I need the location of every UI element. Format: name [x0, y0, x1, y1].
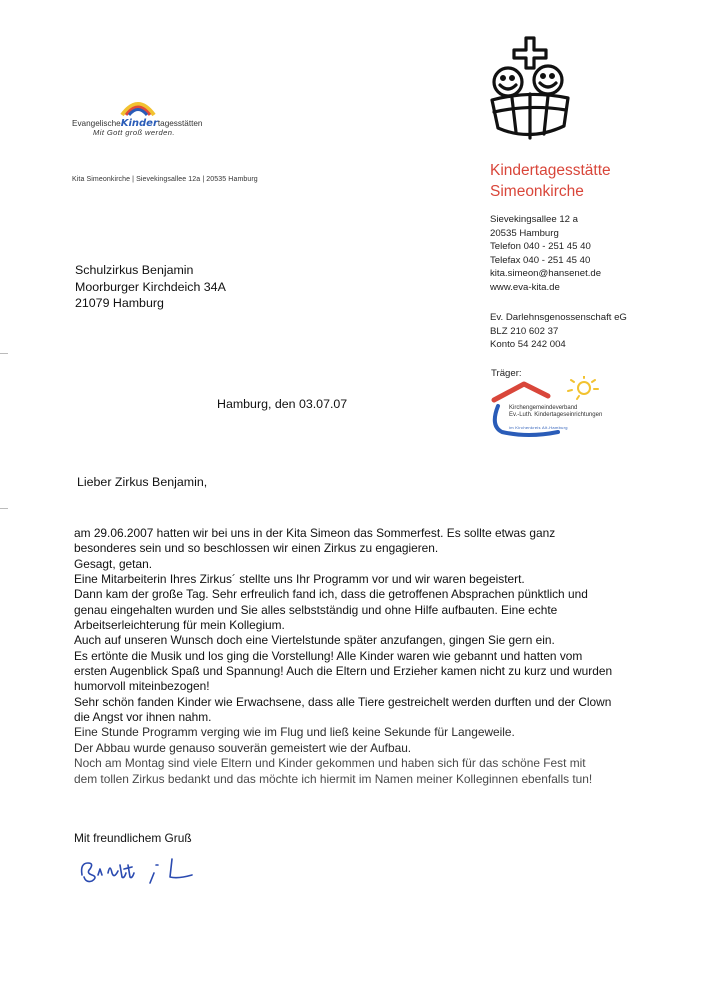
traeger-line-3: im Kirchenkreis Alt-Hamburg — [509, 425, 568, 430]
contact-web: www.eva-kita.de — [490, 281, 560, 293]
body-line: am 29.06.2007 hatten wir bei uns in der Kita Simeon das Sommerfest. Es sollte etwas ganz — [74, 526, 556, 540]
recipient-line-3: 21079 Hamburg — [75, 296, 164, 310]
bank-account: Konto 54 242 004 — [490, 339, 566, 350]
org-title — [490, 160, 611, 202]
body-line: humorvoll miteinbezogen! — [74, 679, 210, 694]
contact-city: 20535 Hamburg — [490, 227, 559, 239]
contact-phone: Telefon 040 - 251 45 40 — [490, 241, 591, 252]
org-title-line-1: Kindertagesstätte — [490, 162, 611, 179]
body-line: Der Abbau wurde genauso souverän gemeistert wie der Aufbau. — [74, 740, 412, 755]
body-line: Eine Stunde Programm verging wie im Flug und ließ keine Sekunde für Langeweile. — [74, 725, 515, 740]
scan-edge-mark — [0, 508, 8, 509]
body-line: Dann kam der große Tag. Sehr erfreulich fand ich, dass die getroffenen Absprachen pünktlich und — [74, 587, 588, 602]
recipient-line-1: Schulzirkus Benjamin — [75, 263, 194, 277]
kita-brand-tagline: Mit Gott groß werden. — [93, 128, 175, 137]
org-title-line-2: Simeonkirche — [490, 183, 584, 200]
body-line: ersten Augenblick Spaß und Spannung! Auch die Eltern und Erzieher kamen nicht zu kurz und wurden — [74, 664, 613, 679]
body-line: Eine Mitarbeiterin Ihres Zirkus´ stellte uns Ihr Programm vor und wir waren begeistert. — [74, 572, 525, 587]
body-line: Es ertönte die Musik und los ging die Vorstellung! Alle Kinder waren wie gebannt und hatten vom — [74, 648, 583, 663]
body-line: Noch am Montag sind viele Eltern und Kinder gekommen und haben sich für das schöne Fest mit — [74, 756, 586, 771]
body-line: die Angst vor ihnen nahm. — [74, 710, 212, 725]
recipient-line-2: Moorburger Kirchdeich 34A — [75, 279, 226, 294]
traeger-line-1: Kirchengemeindeverband — [509, 405, 578, 411]
simeonkirche-cross-faces-logo-icon — [486, 34, 574, 144]
body-line: Arbeitserleichterung für mein Kollegium. — [74, 618, 285, 633]
body-line: besonderes sein und so beschlossen wir einen Zirkus zu engagieren. — [74, 541, 439, 556]
brand-suffix: tagesstätten — [157, 119, 203, 128]
contact-block — [490, 213, 601, 294]
sender-return-address: Kita Simeonkirche | Sievekingsallee 12a | 20535 Hamburg — [72, 176, 258, 183]
bank-block — [490, 311, 627, 352]
kita-umbrella-logo-icon — [118, 97, 158, 119]
letter-date: Hamburg, den 03.07.07 — [217, 397, 348, 411]
body-line: genau eingehalten wurden und Sie alles selbstständig und ohne Hilfe aufbauten. Eine echte — [74, 602, 558, 617]
contact-email: kita.simeon@hansenet.de — [490, 268, 602, 279]
brand-kinder: Kinder — [120, 118, 158, 129]
closing-greeting: Mit freundlichem Gruß — [74, 831, 192, 845]
body-line: Auch auf unseren Wunsch doch eine Viertelstunde später anzufangen, gingen Sie gern ein. — [74, 633, 555, 648]
traeger-org-name — [509, 405, 602, 419]
recipient-address — [75, 262, 226, 312]
handwritten-signature — [78, 853, 198, 887]
scan-edge-mark — [0, 353, 8, 354]
contact-fax: Telefax 040 - 251 45 40 — [490, 254, 591, 266]
body-line: Sehr schön fanden Kinder wie Erwachsene, dass alle Tiere gestreichelt werden durften und der Clown — [74, 694, 612, 709]
body-line: Gesagt, getan. — [74, 556, 153, 571]
traeger-label: Träger: — [491, 368, 522, 379]
letter-body — [74, 526, 634, 787]
brand-prefix: Evangelische — [72, 119, 121, 128]
traeger-line-2: Ev.-Luth. Kindertageseinrichtungen — [509, 412, 603, 418]
bank-blz: BLZ 210 602 37 — [490, 325, 559, 337]
body-line: dem tollen Zirkus bedankt und das möchte ich hiermit im Namen meiner Kolleginnen ebenfalls tun! — [74, 771, 593, 786]
contact-street: Sievekingsallee 12 a — [490, 214, 579, 225]
bank-name: Ev. Darlehnsgenossenschaft eG — [490, 312, 627, 323]
salutation: Lieber Zirkus Benjamin, — [77, 475, 208, 489]
